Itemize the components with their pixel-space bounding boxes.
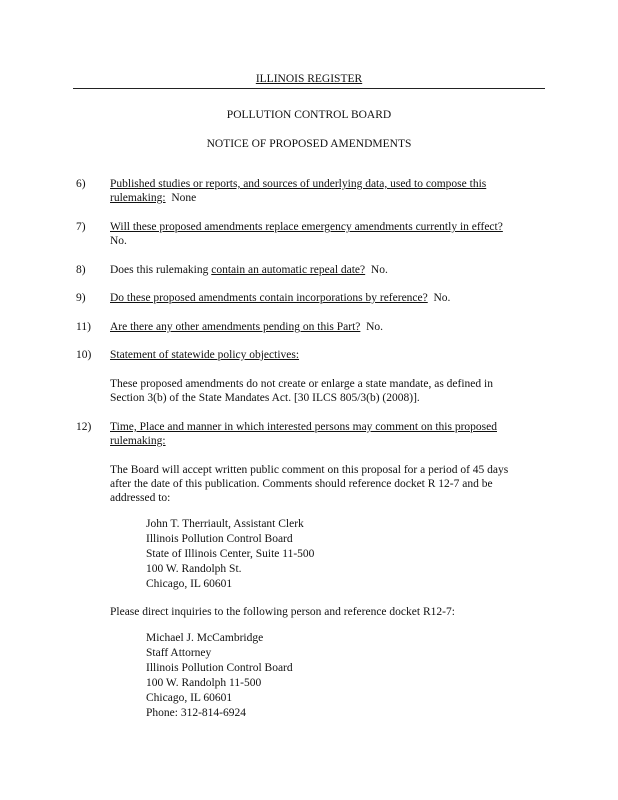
item-6-number: 6) [76,178,86,190]
item-12-question-line-2: rulemaking: [110,435,166,447]
item-11-number: 11) [76,321,91,333]
clerk-address-line: John T. Therriault, Assistant Clerk [146,518,304,530]
item-6-question: Published studies or reports, and sources of underlying data, used to compose this [110,178,487,190]
item-9-number: 9) [76,292,86,304]
attorney-address-line: Chicago, IL 60601 [146,692,233,704]
notice-title: NOTICE OF PROPOSED AMENDMENTS [206,138,412,150]
item-10-body-line-1: These proposed amendments do not create or enlarge a state mandate, as defined in [110,378,493,390]
attorney-address-line: 100 W. Randolph 11-500 [146,677,262,689]
clerk-address-line: State of Illinois Center, Suite 11-500 [146,548,315,560]
item-7-number: 7) [76,221,86,233]
item-12-number: 12) [76,421,92,433]
inquiries-text: Please direct inquiries to the following person and reference docket R12-7: [110,606,455,618]
item-7-question: Will these proposed amendments replace emergency amendments currently in effect? [110,221,503,233]
item-12-body-line-1: The Board will accept written public comment on this proposal for a period of 45 days [110,464,509,476]
attorney-address-line: Illinois Pollution Control Board [146,662,293,674]
attorney-address-line: Michael J. McCambridge [146,632,264,644]
attorney-address-line: Staff Attorney [146,647,212,659]
attorney-phone: Phone: 312-814-6924 [146,707,246,719]
item-8-question: Does this rulemaking contain an automatic repeal date? No. [110,264,388,276]
item-11-answer: No. [366,321,384,333]
item-6-line-2: rulemaking: None [110,192,197,204]
item-8-answer: No. [370,264,388,276]
item-10-question: Statement of statewide policy objectives: [110,349,300,361]
item-9-question: Do these proposed amendments contain incorporations by reference? No. [110,292,451,304]
item-11-question: Are there any other amendments pending on this Part? No. [110,321,384,333]
clerk-address-line: 100 W. Randolph St. [146,563,242,575]
agency-title: POLLUTION CONTROL BOARD [226,109,392,121]
header-rule [73,88,545,89]
item-12-question: Time, Place and manner in which interested persons may comment on this proposed [110,421,497,433]
item-8-number: 8) [76,264,86,276]
item-6-answer: None [171,192,197,204]
item-10-body-line-2: Section 3(b) of the State Mandates Act. [30 ILCS 805/3(b) (2008)]. [110,392,420,404]
item-7-answer: No. [110,235,127,247]
clerk-address-line: Illinois Pollution Control Board [146,533,293,545]
item-9-answer: No. [433,292,451,304]
attorney-address-block [146,631,293,721]
clerk-address-line: Chicago, IL 60601 [146,578,233,590]
item-12-body-line-2: after the date of this publication. Comments should reference docket R 12-7 and be [110,478,493,490]
item-10-number: 10) [76,349,92,361]
item-12-body-line-3: addressed to: [110,492,171,504]
clerk-address-block [146,517,314,592]
register-title: ILLINOIS REGISTER [255,73,363,85]
